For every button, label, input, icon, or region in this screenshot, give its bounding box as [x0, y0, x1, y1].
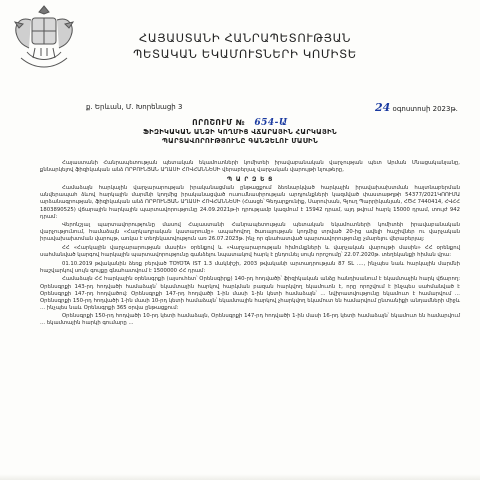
document-date	[375, 101, 458, 114]
order-title-line-1: ՖԻԶԻԿԱԿԱՆ ԱՆՁԻ ԿՈՂՄԻՑ ՎՃԱՐԱՅԻՆ ՀԱՐԿԱՅԻՆ	[143, 128, 337, 136]
body-paragraph-3: ՀՀ «Հարկային վարչարարության մասին» օրենքով և «Վարչարարության հիմունքների և վարչական վարույթի մասին» ՀՀ օրենքով սահմանված կարգով հարկային պարտավորությունը գանձելու նպատակով հարկ է ընդունել սույն որոշումը՝ 22.07.2020թ. տեղեկանքի հիման վրա:	[40, 245, 460, 259]
page-bottom-edge	[0, 474, 480, 480]
date-month-year: օգոստոսի 2023թ.	[392, 105, 458, 113]
order-title-line-2: ՊԱՐՏԱՎՈՐՈՒԹՅՈՒՆԸ ԳԱՆՁԵԼՈՒ ՄԱՍԻՆ	[161, 137, 319, 145]
order-label: ՈՐՈՇՈՒՄ №	[192, 118, 246, 127]
order-number-line	[50, 118, 430, 128]
section-heading: Պ Ա Ր Զ Ե Ց	[226, 176, 274, 184]
body-paragraph-1: Համաձայն հարկային վարչարարության իրականացման ընթացքում ձեռնարկված հարկային իրավախախտման հայտնաբերման անվերապահ ձևով հարկային մարմնի կողմից իրականացված ուսումնասիրության արդյունքների կազմված փաստաթղթի 54377/2021ԿՈՈՒՄԱ արձանագրության, ֆիզիկական անձ ՈՐԲՈՒՆՅԱՆ ԱՂԱՍԻ ՀՈՎՀԱՆՆԵՍԻ (Հասցե՝ Գեղարքունիք, Սարուխան, Գյուղ Պարրիկանյան, ՀԾՀ 7440414, ՀՎՀՀ 1803890525) վճարային հարկային պարտավորությունը 24.09.2021թ-ի դրությամբ կազմում է 15942 դրամ, այդ թվում հարկ 15000 դրամ, տույժ 942 դրամ:	[40, 185, 460, 220]
document-body	[40, 160, 460, 329]
order-title-block	[50, 118, 430, 146]
intro-paragraph: Հայաստանի Հանրապետության պետական եկամուտների կոմիտեի իրավաբանական վարչության պետ Արման Մնացականյանը, քննարկելով ֆիզիկական անձ ՈՐԲՈՒՆՅԱՆ ԱՂԱՍԻ ՀՈՎՀԱՆՆԵՍԻ վերաբերյալ վարչական վարույթի նյութերը,	[40, 160, 460, 174]
body-paragraph-6: Օրենսգրքի 150-րդ հոդվածի 10-րդ կետի համաձայն, Օրենսգրքի 147-րդ հոդվածի 1-ին մասի 16-րդ կետի համաձայն՝ եկամուտ են համարվում ... եկամտային հարկի գումարը ...	[40, 313, 460, 327]
document-place: ք. Երևան, Մ. Խորենացի 3	[86, 103, 183, 111]
header-country: ՀԱՅԱՍՏԱՆԻ ՀԱՆՐԱՊԵՏՈՒԹՅԱՆ	[139, 31, 351, 45]
date-day-handwritten: 24	[375, 101, 391, 114]
body-paragraph-2: Վերոնշյալ պարտավորությունը մասով Հայաստանի Հանրապետության պետական եկամուտների կոմիտեի իրավաբանական վարչությունում, համաձայն «Հարկադրական կատարումը» ապահովող ծառայության կողմից տրված 20-ից ավելի հաշիվներ ու վարչական իրավախախտման վարույթ, առկա է տեղեկատվություն առ 26.07.2023թ. ինչ որ գնահատված պարտավորությունը չմարելու վերաբերյալ:	[40, 222, 460, 243]
agency-header	[90, 30, 400, 62]
armenia-coat-of-arms-icon	[5, 2, 83, 74]
body-paragraph-5: Համաձայն ՀՀ հարկային օրենսգրքի (այսուհետ՝ Օրենսգիրք) 140-րդ հոդվածի՝ ֆիզիկական անձը հանդիսանում է եկամտային հարկ վճարող: Օրենսգրքի 143-րդ հոդվածի համաձայն՝ եկամտային հարկով հարկման բազան հարկվող եկամուտն է, որը որոշվում է ինչպես սահմանված է Օրենսգրքի 147-րդ հոդվածով: Օրենսգրքի 147-րդ հոդվածի 1-ին մասի 1-ին կետի համաձայն՝ ... նվիրատվությունը եկամուտ է համարվում ... Օրենսգրքի 150-րդ հոդվածի 1-ին մասի 10-րդ կետի համաձայն՝ եկամտային հարկով չհարկվող եկամուտ են համարվում ընտանիքի անդամների միջև ... ինչպես նաև Օրենսգրքի 365 օրվա ընթացքում:	[40, 276, 460, 311]
order-number-handwritten: 654-Ա	[254, 118, 288, 128]
body-paragraph-4: 01.10.2019 թվականին ձեռք բերված TOYOTA IST 1.3 մակնիշի, 2003 թվականի արտադրության 87 ՏԼ ...., ինչպես նաև հարկային մարմնի հաշվարկով սույն գույքը գնահատվում է 1500000 ՀՀ դրամ:	[40, 260, 460, 274]
header-agency: ՊԵՏԱԿԱՆ ԵԿԱՄՈՒՏՆԵՐԻ ԿՈՄԻՏԵ	[133, 47, 357, 61]
